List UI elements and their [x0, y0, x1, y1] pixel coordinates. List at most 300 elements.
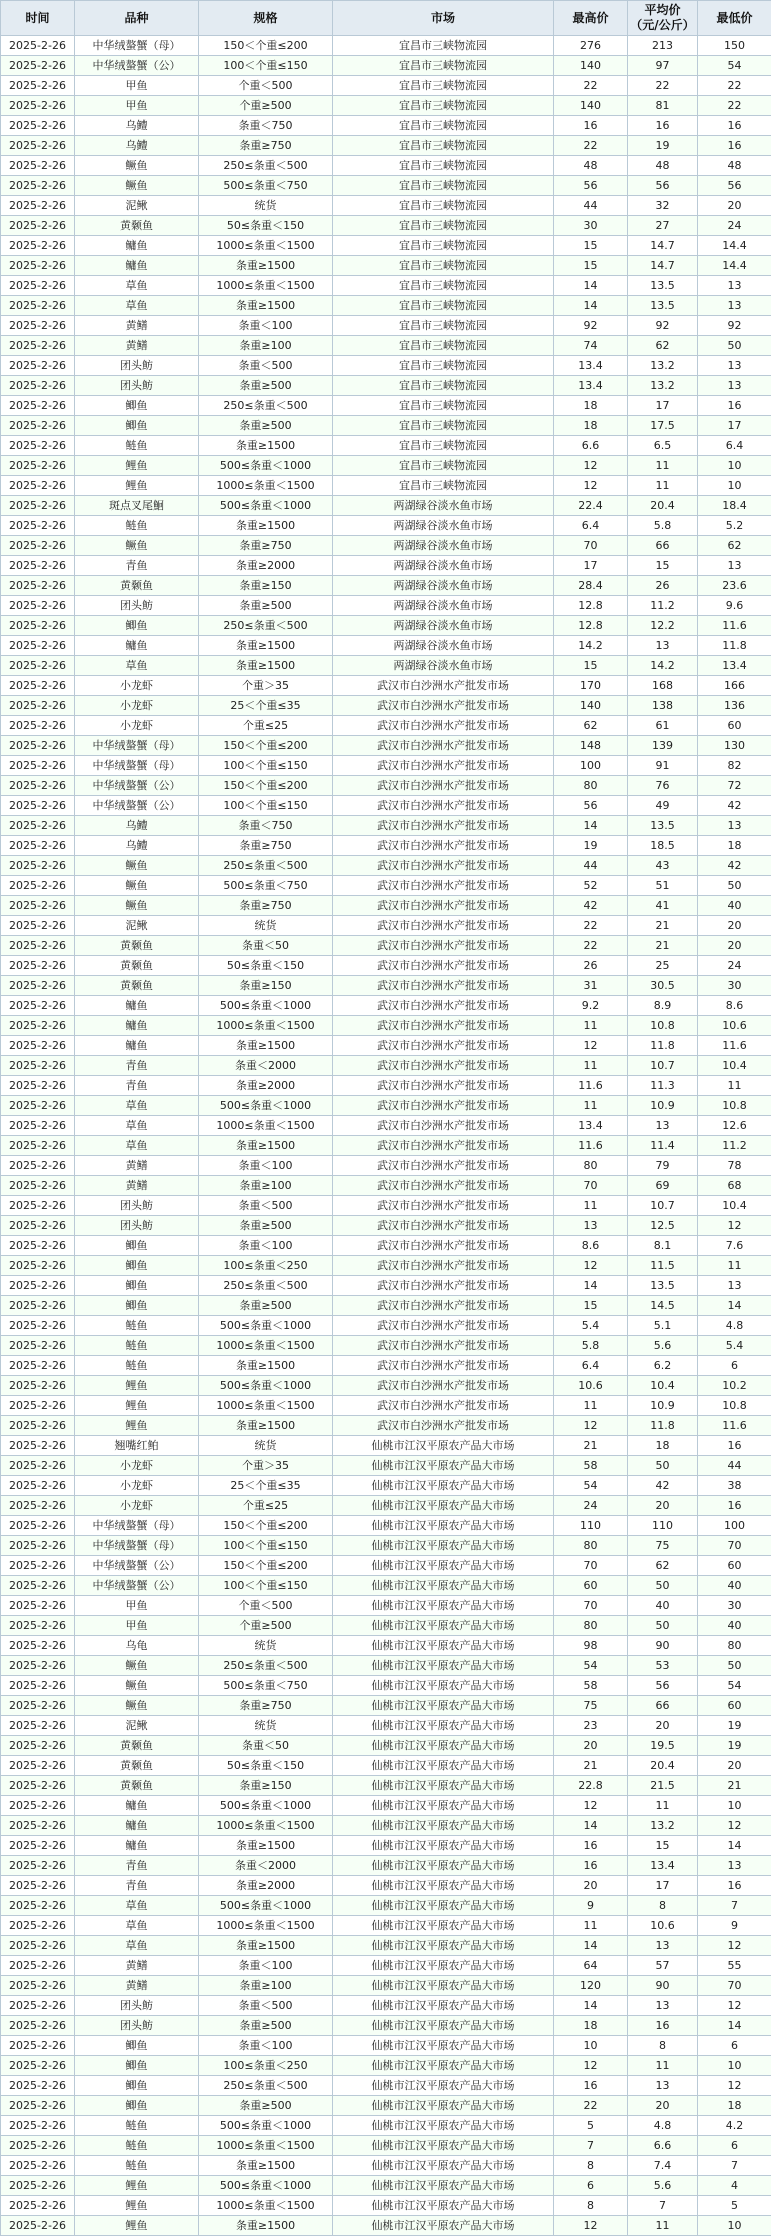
cell-date: 2025-2-26	[1, 1436, 75, 1456]
cell-spec: 条重≥1500	[199, 1356, 333, 1376]
cell-avg-price: 13.5	[628, 296, 698, 316]
cell-max-price: 5.4	[554, 1316, 628, 1336]
cell-market: 武汉市白沙洲水产批发市场	[333, 1036, 554, 1056]
cell-max-price: 11	[554, 1916, 628, 1936]
table-row	[1, 1336, 771, 1356]
cell-spec: 50≤条重＜150	[199, 1756, 333, 1776]
table-row	[1, 976, 771, 996]
cell-market: 仙桃市江汉平原农产品大市场	[333, 1536, 554, 1556]
cell-avg-price: 17.5	[628, 416, 698, 436]
cell-market: 武汉市白沙洲水产批发市场	[333, 1156, 554, 1176]
table-row	[1, 1996, 771, 2016]
cell-market: 宜昌市三峡物流园	[333, 156, 554, 176]
cell-date: 2025-2-26	[1, 1256, 75, 1276]
cell-market: 宜昌市三峡物流园	[333, 396, 554, 416]
cell-variety: 鳜鱼	[75, 176, 199, 196]
cell-min-price: 14.4	[698, 236, 771, 256]
cell-max-price: 12	[554, 1256, 628, 1276]
cell-market: 仙桃市江汉平原农产品大市场	[333, 2136, 554, 2156]
cell-min-price: 70	[698, 1976, 771, 1996]
cell-variety: 草鱼	[75, 1136, 199, 1156]
table-row	[1, 876, 771, 896]
cell-max-price: 22	[554, 76, 628, 96]
cell-date: 2025-2-26	[1, 236, 75, 256]
table-row	[1, 1916, 771, 1936]
cell-min-price: 7	[698, 1896, 771, 1916]
cell-max-price: 20	[554, 1876, 628, 1896]
cell-variety: 黄颡鱼	[75, 1756, 199, 1776]
cell-min-price: 22	[698, 96, 771, 116]
cell-min-price: 50	[698, 336, 771, 356]
cell-spec: 500≤条重＜1000	[199, 1376, 333, 1396]
cell-market: 宜昌市三峡物流园	[333, 76, 554, 96]
table-row	[1, 1516, 771, 1536]
cell-max-price: 80	[554, 1156, 628, 1176]
cell-max-price: 92	[554, 316, 628, 336]
cell-variety: 鳜鱼	[75, 536, 199, 556]
cell-date: 2025-2-26	[1, 2116, 75, 2136]
table-row	[1, 256, 771, 276]
cell-min-price: 10	[698, 2216, 771, 2236]
cell-date: 2025-2-26	[1, 1176, 75, 1196]
cell-spec: 条重≥150	[199, 1776, 333, 1796]
cell-max-price: 30	[554, 216, 628, 236]
table-row	[1, 2136, 771, 2156]
table-row	[1, 1696, 771, 1716]
cell-avg-price: 11	[628, 2216, 698, 2236]
cell-avg-price: 90	[628, 1976, 698, 1996]
cell-date: 2025-2-26	[1, 796, 75, 816]
cell-variety: 中华绒螯蟹（公）	[75, 776, 199, 796]
table-row	[1, 1596, 771, 1616]
cell-min-price: 6	[698, 2136, 771, 2156]
cell-spec: 25＜个重≤35	[199, 696, 333, 716]
cell-market: 仙桃市江汉平原农产品大市场	[333, 2056, 554, 2076]
cell-min-price: 44	[698, 1456, 771, 1476]
cell-spec: 条重≥1500	[199, 636, 333, 656]
cell-avg-price: 20	[628, 1496, 698, 1516]
cell-spec: 条重≥500	[199, 2016, 333, 2036]
cell-spec: 条重＜2000	[199, 1056, 333, 1076]
cell-variety: 鲤鱼	[75, 1396, 199, 1416]
cell-market: 武汉市白沙洲水产批发市场	[333, 956, 554, 976]
cell-date: 2025-2-26	[1, 1756, 75, 1776]
table-row	[1, 436, 771, 456]
cell-spec: 条重≥1500	[199, 1136, 333, 1156]
cell-variety: 中华绒螯蟹（母）	[75, 1516, 199, 1536]
cell-variety: 鳜鱼	[75, 876, 199, 896]
cell-avg-price: 110	[628, 1516, 698, 1536]
cell-market: 仙桃市江汉平原农产品大市场	[333, 1976, 554, 1996]
cell-date: 2025-2-26	[1, 1316, 75, 1336]
cell-spec: 条重＜100	[199, 316, 333, 336]
cell-spec: 条重＜100	[199, 2036, 333, 2056]
header-spec: 规格	[199, 1, 333, 36]
cell-min-price: 72	[698, 776, 771, 796]
cell-max-price: 98	[554, 1636, 628, 1656]
cell-spec: 100＜个重≤150	[199, 756, 333, 776]
cell-max-price: 9.2	[554, 996, 628, 1016]
cell-date: 2025-2-26	[1, 1356, 75, 1376]
cell-max-price: 7	[554, 2136, 628, 2156]
cell-variety: 鲫鱼	[75, 2036, 199, 2056]
cell-max-price: 80	[554, 1536, 628, 1556]
cell-min-price: 11.6	[698, 1036, 771, 1056]
cell-variety: 团头鲂	[75, 1996, 199, 2016]
cell-avg-price: 13.5	[628, 816, 698, 836]
cell-min-price: 16	[698, 116, 771, 136]
cell-market: 宜昌市三峡物流园	[333, 256, 554, 276]
cell-avg-price: 13	[628, 1936, 698, 1956]
cell-spec: 1000≤条重＜1500	[199, 1336, 333, 1356]
cell-variety: 鳙鱼	[75, 1016, 199, 1036]
cell-avg-price: 6.2	[628, 1356, 698, 1376]
cell-market: 仙桃市江汉平原农产品大市场	[333, 2156, 554, 2176]
cell-date: 2025-2-26	[1, 96, 75, 116]
cell-avg-price: 11	[628, 2056, 698, 2076]
cell-avg-price: 79	[628, 1156, 698, 1176]
cell-max-price: 19	[554, 836, 628, 856]
cell-market: 武汉市白沙洲水产批发市场	[333, 1076, 554, 1096]
cell-market: 宜昌市三峡物流园	[333, 176, 554, 196]
cell-min-price: 54	[698, 1676, 771, 1696]
cell-market: 武汉市白沙洲水产批发市场	[333, 1136, 554, 1156]
cell-avg-price: 16	[628, 116, 698, 136]
cell-max-price: 10	[554, 2036, 628, 2056]
cell-date: 2025-2-26	[1, 696, 75, 716]
cell-date: 2025-2-26	[1, 1536, 75, 1556]
cell-min-price: 10.8	[698, 1396, 771, 1416]
table-row	[1, 2176, 771, 2196]
cell-avg-price: 5.6	[628, 2176, 698, 2196]
cell-market: 武汉市白沙洲水产批发市场	[333, 1396, 554, 1416]
cell-spec: 500≤条重＜750	[199, 876, 333, 896]
cell-date: 2025-2-26	[1, 76, 75, 96]
cell-market: 武汉市白沙洲水产批发市场	[333, 976, 554, 996]
cell-date: 2025-2-26	[1, 1856, 75, 1876]
cell-market: 宜昌市三峡物流园	[333, 376, 554, 396]
cell-max-price: 17	[554, 556, 628, 576]
cell-date: 2025-2-26	[1, 1716, 75, 1736]
cell-variety: 团头鲂	[75, 1216, 199, 1236]
cell-max-price: 9	[554, 1896, 628, 1916]
cell-min-price: 9.6	[698, 596, 771, 616]
cell-date: 2025-2-26	[1, 1276, 75, 1296]
cell-variety: 翘嘴红鲌	[75, 1436, 199, 1456]
cell-avg-price: 13.5	[628, 1276, 698, 1296]
cell-market: 宜昌市三峡物流园	[333, 216, 554, 236]
cell-variety: 团头鲂	[75, 376, 199, 396]
table-row	[1, 1896, 771, 1916]
cell-avg-price: 11.3	[628, 1076, 698, 1096]
cell-min-price: 7	[698, 2156, 771, 2176]
cell-date: 2025-2-26	[1, 1596, 75, 1616]
cell-avg-price: 20	[628, 1716, 698, 1736]
cell-max-price: 11	[554, 1016, 628, 1036]
table-row	[1, 156, 771, 176]
cell-date: 2025-2-26	[1, 836, 75, 856]
cell-max-price: 6.4	[554, 1356, 628, 1376]
cell-date: 2025-2-26	[1, 1796, 75, 1816]
cell-max-price: 54	[554, 1476, 628, 1496]
cell-spec: 条重≥1500	[199, 2156, 333, 2176]
cell-variety: 鲫鱼	[75, 2096, 199, 2116]
cell-avg-price: 49	[628, 796, 698, 816]
cell-min-price: 10.2	[698, 1376, 771, 1396]
cell-spec: 统货	[199, 1716, 333, 1736]
cell-spec: 统货	[199, 196, 333, 216]
table-row	[1, 296, 771, 316]
cell-date: 2025-2-26	[1, 1696, 75, 1716]
cell-market: 仙桃市江汉平原农产品大市场	[333, 1956, 554, 1976]
cell-avg-price: 21	[628, 936, 698, 956]
cell-max-price: 75	[554, 1696, 628, 1716]
cell-min-price: 10.4	[698, 1196, 771, 1216]
cell-variety: 小龙虾	[75, 1456, 199, 1476]
header-date: 时间	[1, 1, 75, 36]
cell-variety: 鲤鱼	[75, 2216, 199, 2236]
cell-spec: 1000≤条重＜1500	[199, 1016, 333, 1036]
cell-max-price: 16	[554, 1856, 628, 1876]
cell-date: 2025-2-26	[1, 1116, 75, 1136]
cell-avg-price: 13	[628, 2076, 698, 2096]
cell-min-price: 82	[698, 756, 771, 776]
cell-max-price: 16	[554, 2076, 628, 2096]
cell-avg-price: 13.2	[628, 376, 698, 396]
cell-date: 2025-2-26	[1, 176, 75, 196]
cell-max-price: 22.4	[554, 496, 628, 516]
table-row	[1, 1676, 771, 1696]
cell-date: 2025-2-26	[1, 1676, 75, 1696]
cell-variety: 黄鳝	[75, 1156, 199, 1176]
cell-market: 武汉市白沙洲水产批发市场	[333, 756, 554, 776]
cell-min-price: 16	[698, 1496, 771, 1516]
cell-variety: 草鱼	[75, 276, 199, 296]
cell-spec: 条重≥1500	[199, 256, 333, 276]
table-row	[1, 1616, 771, 1636]
cell-max-price: 110	[554, 1516, 628, 1536]
cell-min-price: 6	[698, 2036, 771, 2056]
cell-spec: 1000≤条重＜1500	[199, 2136, 333, 2156]
cell-date: 2025-2-26	[1, 2056, 75, 2076]
cell-max-price: 31	[554, 976, 628, 996]
cell-avg-price: 13	[628, 1996, 698, 2016]
cell-spec: 个重＞35	[199, 676, 333, 696]
table-row	[1, 2076, 771, 2096]
table-row	[1, 496, 771, 516]
cell-max-price: 5.8	[554, 1336, 628, 1356]
cell-min-price: 6	[698, 1356, 771, 1376]
cell-avg-price: 57	[628, 1956, 698, 1976]
cell-spec: 条重≥2000	[199, 1076, 333, 1096]
cell-avg-price: 10.7	[628, 1056, 698, 1076]
table-row	[1, 916, 771, 936]
cell-avg-price: 50	[628, 1456, 698, 1476]
table-row	[1, 896, 771, 916]
table-row	[1, 936, 771, 956]
cell-date: 2025-2-26	[1, 1576, 75, 1596]
cell-spec: 条重＜500	[199, 1996, 333, 2016]
cell-max-price: 24	[554, 1496, 628, 1516]
cell-max-price: 58	[554, 1456, 628, 1476]
table-row	[1, 1496, 771, 1516]
cell-min-price: 11.2	[698, 1136, 771, 1156]
cell-market: 仙桃市江汉平原农产品大市场	[333, 1776, 554, 1796]
cell-min-price: 150	[698, 36, 771, 56]
table-row	[1, 1136, 771, 1156]
cell-variety: 乌鳢	[75, 816, 199, 836]
cell-avg-price: 51	[628, 876, 698, 896]
cell-variety: 团头鲂	[75, 596, 199, 616]
cell-max-price: 80	[554, 1616, 628, 1636]
cell-date: 2025-2-26	[1, 596, 75, 616]
cell-spec: 条重≥500	[199, 596, 333, 616]
cell-avg-price: 66	[628, 1696, 698, 1716]
table-row	[1, 856, 771, 876]
cell-min-price: 60	[698, 1556, 771, 1576]
cell-variety: 鲢鱼	[75, 2116, 199, 2136]
cell-date: 2025-2-26	[1, 356, 75, 376]
cell-market: 武汉市白沙洲水产批发市场	[333, 1236, 554, 1256]
cell-max-price: 56	[554, 176, 628, 196]
cell-min-price: 24	[698, 956, 771, 976]
table-row	[1, 36, 771, 56]
cell-max-price: 13.4	[554, 376, 628, 396]
table-row	[1, 476, 771, 496]
cell-variety: 鳜鱼	[75, 1696, 199, 1716]
cell-spec: 条重＜100	[199, 1956, 333, 1976]
cell-spec: 1000≤条重＜1500	[199, 236, 333, 256]
cell-min-price: 8.6	[698, 996, 771, 1016]
cell-min-price: 10.8	[698, 1096, 771, 1116]
cell-market: 宜昌市三峡物流园	[333, 136, 554, 156]
cell-date: 2025-2-26	[1, 396, 75, 416]
table-row	[1, 1196, 771, 1216]
cell-min-price: 11.8	[698, 636, 771, 656]
cell-date: 2025-2-26	[1, 636, 75, 656]
cell-date: 2025-2-26	[1, 1996, 75, 2016]
cell-variety: 甲鱼	[75, 76, 199, 96]
cell-avg-price: 19.5	[628, 1736, 698, 1756]
cell-variety: 鳙鱼	[75, 256, 199, 276]
cell-min-price: 19	[698, 1716, 771, 1736]
table-row	[1, 1276, 771, 1296]
cell-max-price: 21	[554, 1756, 628, 1776]
cell-variety: 鳜鱼	[75, 856, 199, 876]
cell-max-price: 12.8	[554, 616, 628, 636]
cell-spec: 500≤条重＜1000	[199, 1316, 333, 1336]
table-row	[1, 796, 771, 816]
cell-spec: 条重＜500	[199, 1196, 333, 1216]
cell-market: 宜昌市三峡物流园	[333, 436, 554, 456]
cell-market: 武汉市白沙洲水产批发市场	[333, 696, 554, 716]
cell-spec: 250≤条重＜500	[199, 156, 333, 176]
cell-max-price: 44	[554, 856, 628, 876]
cell-min-price: 18.4	[698, 496, 771, 516]
table-body	[1, 36, 771, 2236]
cell-market: 宜昌市三峡物流园	[333, 56, 554, 76]
cell-variety: 黄鳝	[75, 336, 199, 356]
cell-spec: 500≤条重＜1000	[199, 456, 333, 476]
cell-date: 2025-2-26	[1, 1016, 75, 1036]
cell-max-price: 22	[554, 916, 628, 936]
table-row	[1, 1476, 771, 1496]
cell-min-price: 6.4	[698, 436, 771, 456]
cell-max-price: 11.6	[554, 1076, 628, 1096]
cell-max-price: 14	[554, 1816, 628, 1836]
cell-market: 仙桃市江汉平原农产品大市场	[333, 2116, 554, 2136]
cell-max-price: 70	[554, 1556, 628, 1576]
cell-market: 武汉市白沙洲水产批发市场	[333, 1376, 554, 1396]
table-row	[1, 56, 771, 76]
cell-variety: 鳜鱼	[75, 1656, 199, 1676]
cell-variety: 青鱼	[75, 1076, 199, 1096]
header-min-price: 最低价	[698, 1, 771, 36]
cell-market: 仙桃市江汉平原农产品大市场	[333, 1736, 554, 1756]
cell-variety: 斑点叉尾鮰	[75, 496, 199, 516]
cell-spec: 条重≥100	[199, 1176, 333, 1196]
cell-variety: 鲫鱼	[75, 396, 199, 416]
table-row	[1, 1316, 771, 1336]
table-row	[1, 2216, 771, 2236]
table-row	[1, 356, 771, 376]
cell-variety: 鲤鱼	[75, 2196, 199, 2216]
cell-market: 武汉市白沙洲水产批发市场	[333, 836, 554, 856]
cell-market: 武汉市白沙洲水产批发市场	[333, 876, 554, 896]
cell-date: 2025-2-26	[1, 1936, 75, 1956]
cell-max-price: 6	[554, 2176, 628, 2196]
cell-market: 宜昌市三峡物流园	[333, 296, 554, 316]
cell-max-price: 15	[554, 236, 628, 256]
cell-avg-price: 8.9	[628, 996, 698, 1016]
cell-avg-price: 10.4	[628, 1376, 698, 1396]
table-row	[1, 1176, 771, 1196]
cell-avg-price: 5.8	[628, 516, 698, 536]
cell-max-price: 148	[554, 736, 628, 756]
cell-variety: 甲鱼	[75, 1616, 199, 1636]
cell-market: 宜昌市三峡物流园	[333, 336, 554, 356]
table-row	[1, 1816, 771, 1836]
cell-market: 武汉市白沙洲水产批发市场	[333, 936, 554, 956]
table-row	[1, 736, 771, 756]
cell-variety: 鲢鱼	[75, 516, 199, 536]
cell-market: 宜昌市三峡物流园	[333, 236, 554, 256]
cell-max-price: 12	[554, 2056, 628, 2076]
cell-max-price: 14.2	[554, 636, 628, 656]
cell-market: 武汉市白沙洲水产批发市场	[333, 996, 554, 1016]
cell-avg-price: 50	[628, 1616, 698, 1636]
cell-min-price: 10.4	[698, 1056, 771, 1076]
cell-min-price: 10	[698, 2056, 771, 2076]
cell-avg-price: 7	[628, 2196, 698, 2216]
cell-variety: 黄鳝	[75, 1956, 199, 1976]
cell-max-price: 13.4	[554, 1116, 628, 1136]
cell-min-price: 13	[698, 816, 771, 836]
cell-variety: 小龙虾	[75, 676, 199, 696]
cell-variety: 鳙鱼	[75, 1816, 199, 1836]
cell-spec: 条重≥150	[199, 976, 333, 996]
table-row	[1, 2096, 771, 2116]
table-row	[1, 1716, 771, 1736]
cell-max-price: 44	[554, 196, 628, 216]
cell-variety: 鳜鱼	[75, 896, 199, 916]
cell-market: 两湖绿谷淡水鱼市场	[333, 616, 554, 636]
table-row	[1, 2016, 771, 2036]
cell-avg-price: 27	[628, 216, 698, 236]
cell-date: 2025-2-26	[1, 136, 75, 156]
cell-max-price: 56	[554, 796, 628, 816]
cell-max-price: 70	[554, 1596, 628, 1616]
